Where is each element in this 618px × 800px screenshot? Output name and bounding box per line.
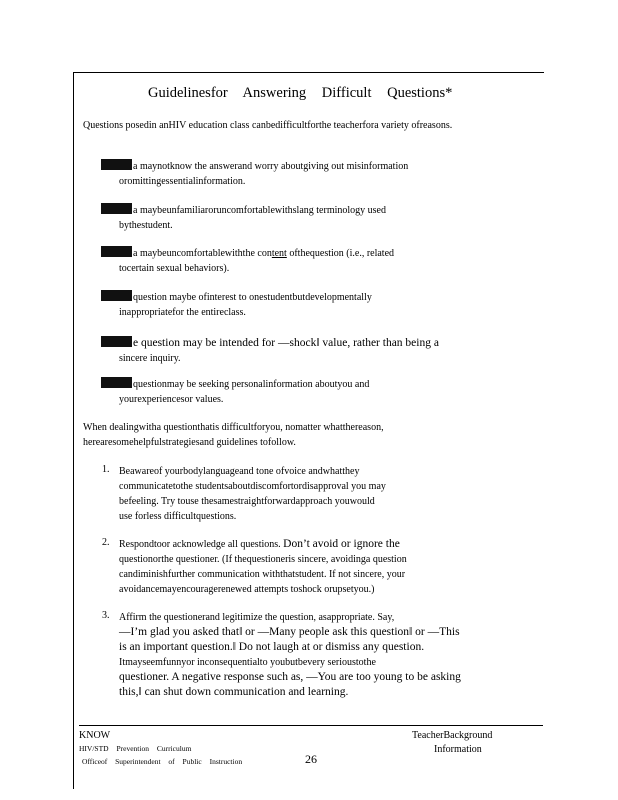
item-line: Itmayseemfunnyor inconsequentialto youbutbevery serioustothe: [119, 657, 376, 668]
footer-right-line: Information: [434, 744, 482, 755]
item-number: 1.: [102, 464, 110, 475]
when-paragraph: When dealingwitha questionthatis difficultforyou, nomatter whatthereason, herearesomehelpfulstrategiesand guidelines tofollow.: [83, 422, 384, 448]
item-line: Affirm the questionerand legitimize the question, asappropriate. Say,: [119, 612, 395, 623]
item-line: questioner. A negative response such as, —You are too young to be asking: [119, 671, 461, 683]
redaction-block: [101, 336, 132, 347]
item-line: Beawareof yourbodylanguageand tone ofvoice andwhatthey: [119, 466, 360, 477]
list-item: [101, 159, 486, 189]
list-item-text: tocertain sexual behaviors).: [119, 263, 230, 274]
list-item-text: e question may be intended for —shock‖ value, rather than being a: [133, 337, 439, 349]
item-line: communicatetothe studentsaboutdiscomfortordisapproval you may: [119, 481, 386, 492]
footer-left-title: KNOW: [79, 730, 111, 741]
left-rule: [73, 72, 74, 789]
footer-right-title: TeacherBackground: [412, 730, 493, 741]
list-item-text: inappropriatefor the entireclass.: [119, 307, 246, 318]
list-item-text: ofthequestion (i.e., related: [286, 248, 395, 259]
item-number: 3.: [102, 610, 110, 621]
list-item-text: sincere inquiry.: [119, 353, 181, 364]
numbered-item: [119, 610, 491, 700]
item-line: this,‖ can shut down communication and learning.: [119, 686, 349, 698]
intro-paragraph: Questions posedin anHIV education class canbedifficultforthe teacherfora variety ofreasons.: [83, 120, 453, 131]
list-item-text: a maybeunfamiliaroruncomfortablewithslang terminology used: [133, 205, 386, 216]
list-item-text: oromittingessentialinformation.: [119, 176, 246, 187]
redaction-block: [101, 290, 132, 301]
list-item-text: questionmay be seeking personalinformation aboutyou and: [133, 379, 370, 390]
top-rule: [73, 72, 544, 73]
item-line: befeeling. Try touse thesamestraightforwardapproach youwould: [119, 496, 375, 507]
list-item-text: yourexperiencesor values.: [119, 394, 224, 405]
numbered-item: [119, 537, 491, 597]
item-line: use forless difficultquestions.: [119, 511, 237, 522]
item-line: Respondtoor acknowledge all questions.: [119, 539, 284, 550]
list-item: [101, 377, 486, 407]
item-line: is an important question.‖ Do not laugh at or dismiss any question.: [119, 641, 425, 653]
list-item: [101, 203, 486, 233]
item-line: candiminishfurther communication withthatstudent. If not sincere, your: [119, 569, 406, 580]
footer-rule: [79, 725, 543, 726]
page-title: Guidelinesfor Answering Difficult Questions*: [148, 85, 453, 101]
item-line: —I’m glad you asked that‖ or —Many people ask this question‖ or —This: [119, 626, 460, 638]
redaction-block: [101, 246, 132, 257]
page-number: 26: [305, 752, 317, 766]
item-number: 2.: [102, 537, 110, 548]
numbered-item: [119, 464, 491, 524]
item-line: avoidancemayencouragerenewed attempts toshock orupsetyou.): [119, 584, 375, 595]
item-line: Don’t avoid or ignore the: [283, 538, 400, 550]
redaction-block: [101, 377, 132, 388]
list-item-text: tent: [271, 248, 287, 259]
list-item: [101, 290, 486, 320]
redaction-block: [101, 203, 132, 214]
list-item-text: bythestudent.: [119, 220, 173, 231]
footer-left-line: HIV/STD Prevention Curriculum: [79, 744, 192, 753]
footer-left-line: Officeof Superintendent of Public Instruction: [82, 757, 243, 766]
item-line: questionorthe questioner. (If thequestioneris sincere, avoidinga question: [119, 554, 407, 565]
redaction-block: [101, 159, 132, 170]
list-item-text: a maynotknow the answerand worry aboutgiving out misinformation: [133, 161, 409, 172]
list-item-text: a maybeuncomfortablewiththe con: [133, 248, 272, 259]
list-item-text: question maybe ofinterest to onestudentbutdevelopmentally: [133, 292, 372, 303]
list-item: [101, 333, 486, 366]
list-item: [101, 246, 486, 276]
